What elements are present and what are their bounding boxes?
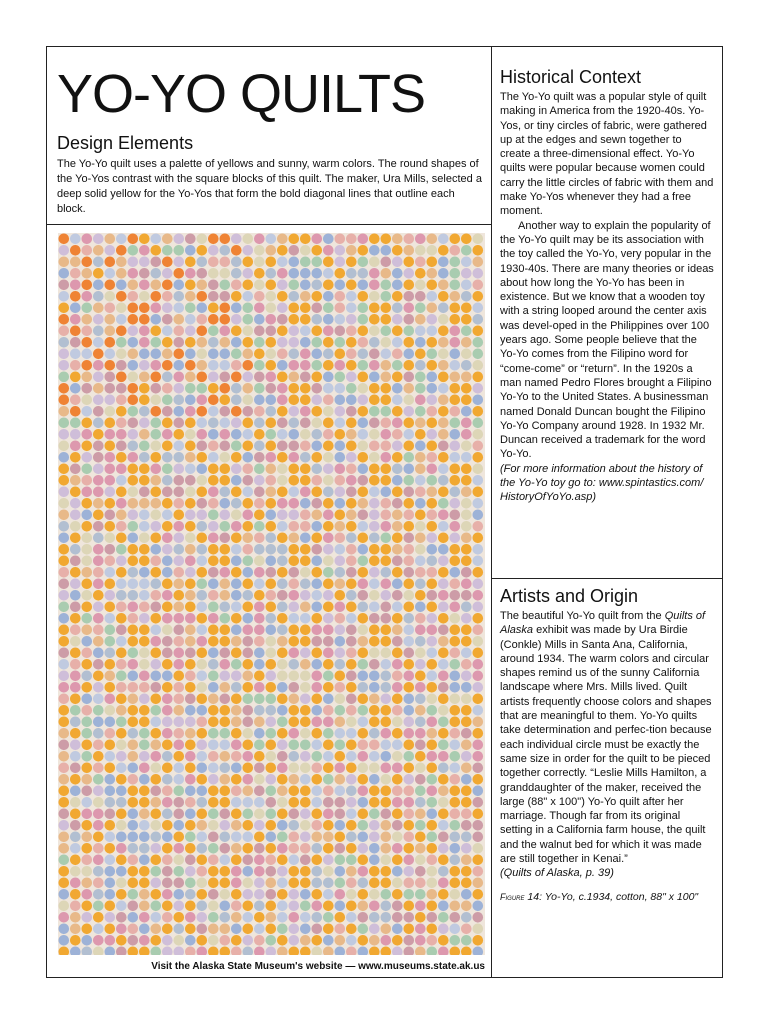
historical-note: (For more information about the history of the Yo-Yo toy go to: www.spintastics.com/ HistoryOfYoYo.asp) — [500, 462, 704, 504]
historical-paragraph-2: Another way to explain the popularity of the Yo-Yo quilt may be its association with the toy called the Yo-Yo, very popular in the 1930-40s. There are many theories or ideas about how long the Yo-Yo has been in existence. But we know that a wooden toy with a string looped around the center axis was devel-oped in the Philippines over 100 years ago. Some people believe that the Yo-Yo comes from the Filipino word for “come-come” or “return”. In the 1920s a man named Pedro Flores brought a Filipino Yo-Yo to the United States. A businessman named Donald Duncan bought the Filipino Yo-Yo Company around 1928. In 1932 Mr. Duncan received a trademark for the word Yo-Yo. — [500, 219, 714, 461]
section-divider — [491, 578, 723, 579]
quilt-photo — [58, 233, 485, 955]
figure-label: Figure — [500, 891, 525, 902]
title-divider — [46, 224, 492, 225]
design-elements-text: The Yo-Yo quilt uses a palette of yellows and sunny, warm colors. The round shapes of the Yo-Yos contrast with the square blocks of this quilt. The maker, Ura Mills, selected a deep solid yellow for the Yo-Yos that form the bold diagonal lines that outline each block. — [57, 158, 482, 215]
historical-context-section — [500, 66, 714, 505]
artists-origin-section — [500, 585, 714, 903]
figure-caption-text: 14: Yo-Yo, c.1934, cotton, 88" x 100" — [524, 890, 699, 903]
column-divider — [491, 46, 492, 978]
design-elements-section — [57, 132, 485, 217]
artists-origin-heading: Artists and Origin — [500, 586, 639, 606]
historical-paragraph-1: The Yo-Yo quilt was a popular style of quilt making in America from the 1920-40s. Yo-Yos, or tiny circles of fabric, were gathered up at the edges and sewn together to create a three-dimensional effect. Yo-Yo quilts were popular because women could carry the little circles of fabric with them and make Yo-Yos whenever they had a free moment. — [500, 91, 714, 218]
design-elements-heading: Design Elements — [57, 133, 194, 153]
footer-website-note: Visit the Alaska State Museum's website — www.museums.state.ak.us — [151, 961, 485, 972]
artists-text-after: exhibit was made by Ura Birdie (Conkle) Mills in Santa Ana, California, around 1934. The warm colors and circular shapes remind us of the sunny California landscape where Mrs. Mills lived. Quilt artists frequently choose colors and shapes that are meaningful to them. Yo-Yo quilts take determination and perfec-tion because each individual circle must be exactly the same size in order for the quilt to be pieced together correctly. “Leslie Mills Hamilton, a granddaughter of the maker, received the large (88" x 100") Yo-Yo quilt after her marriage. Though far from its original setting in a California farm house, the quilt and the walnut bed for which it was made are still together in Kenai.” — [500, 624, 712, 866]
page-title: YO-YO QUILTS — [57, 64, 426, 124]
exhibit-name: Quilts of Alaska — [500, 610, 706, 637]
figure-caption — [500, 891, 714, 903]
yo-yo-quilt-image — [58, 233, 485, 955]
artists-text-before: The beautiful Yo-Yo quilt from the — [500, 610, 665, 622]
historical-context-heading: Historical Context — [500, 67, 642, 87]
artists-paragraph — [500, 609, 714, 866]
artists-citation: (Quilts of Alaska, p. 39) — [500, 867, 614, 880]
